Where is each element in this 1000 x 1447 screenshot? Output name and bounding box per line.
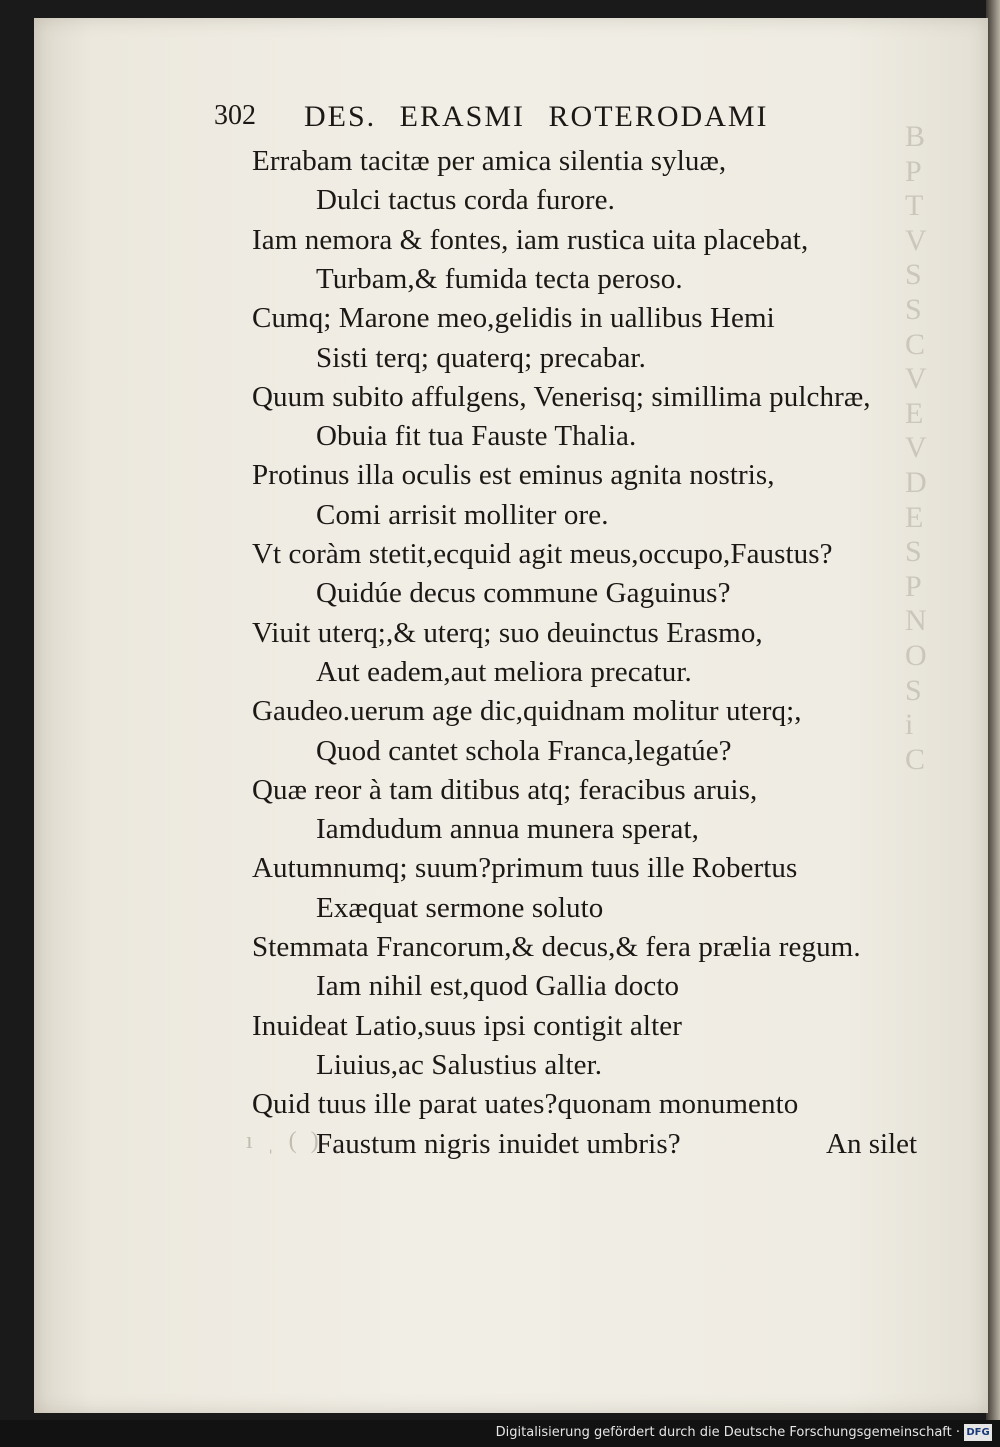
verse-line-indented: Obuia fit tua Fauste Thalia. xyxy=(316,420,637,453)
verse-line: Viuit uterq;,& uterq; suo deuinctus Erasmo, xyxy=(252,616,763,649)
verse-line-indented: Turbam,& fumida tecta peroso. xyxy=(316,262,683,295)
verse-line: Iam nemora & fontes, iam rustica uita placebat, xyxy=(252,223,809,256)
running-title: DES. ERASMI ROTERODAMI xyxy=(304,100,769,133)
ink-bleed-marks: ı ˌ ( ) ˌ xyxy=(246,1128,345,1154)
verse-line: Autumnumq; suum?primum tuus ille Robertus xyxy=(252,852,798,885)
funding-note: Digitalisierung gefördert durch die Deutsche Forschungsgemeinschaft · xyxy=(495,1425,960,1440)
verse-line-indented: Liuius,ac Salustius alter. xyxy=(316,1048,603,1081)
verse-line: Quæ reor à tam ditibus atq; feracibus aruis, xyxy=(252,773,758,806)
verse-line-indented: Aut eadem,aut meliora precatur. xyxy=(316,655,692,688)
show-through-text: B P T V S S C V E V D E S P N O S i C xyxy=(905,120,927,776)
verse-line-indented: Comi arrisit molliter ore. xyxy=(316,498,609,531)
footer-bar xyxy=(0,1420,1000,1447)
verse-line-indented: Quidúe decus commune Gaguinus? xyxy=(316,577,731,610)
verse-line: Quum subito affulgens, Venerisq; simillima pulchræ, xyxy=(252,380,871,413)
verse-line-indented: Faustum nigris inuidet umbris? xyxy=(316,1127,681,1160)
verse-line: Gaudeo.uerum age dic,quidnam molitur uterq;, xyxy=(252,695,802,728)
verse-line: Stemmata Francorum,& decus,& fera prælia regum. xyxy=(252,931,861,963)
verse-line-indented: Iam nihil est,quod Gallia docto xyxy=(316,970,680,1003)
verse-line-indented: Quod cantet schola Franca,legatúe? xyxy=(316,734,732,767)
catchword: An silet xyxy=(826,1128,918,1160)
verse-line: Inuideat Latio,suus ipsi contigit alter xyxy=(252,1009,682,1042)
verse-line: Quid tuus ille parat uates?quonam monumento xyxy=(252,1088,799,1121)
dfg-logo-icon: DFG xyxy=(964,1424,992,1441)
verse-line: Vt coràm stetit,ecquid agit meus,occupo,Faustus? xyxy=(252,538,833,570)
verse-line-indented: Exæquat sermone soluto xyxy=(316,891,604,924)
page-number: 302 xyxy=(214,100,256,131)
verse-line-indented: Sisti terq; quaterq; precabar. xyxy=(316,341,646,374)
verse-line-indented: Dulci tactus corda furore. xyxy=(316,184,615,217)
running-header xyxy=(214,100,824,140)
verse-line: Errabam tacitæ per amica silentia syluæ, xyxy=(252,145,727,177)
verse-line-indented: Iamdudum annua munera sperat, xyxy=(316,813,699,846)
verse-line: Protinus illa oculis est eminus agnita nostris, xyxy=(252,459,775,492)
verse-line: Cumq; Marone meo,gelidis in uallibus Hemi xyxy=(252,302,775,335)
